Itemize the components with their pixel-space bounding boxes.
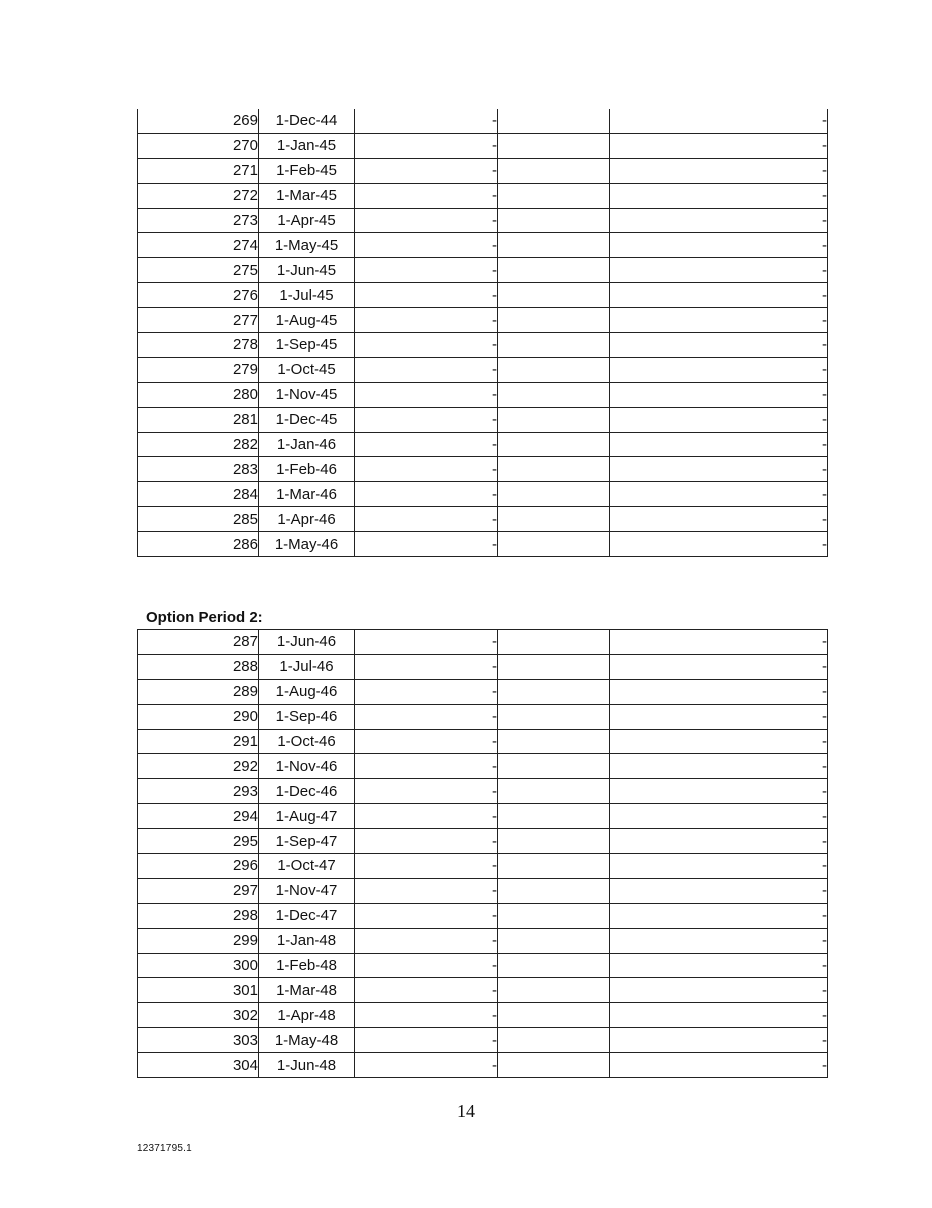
table-row [138, 457, 828, 482]
table-row [138, 903, 828, 928]
row-number-cell: 283 [138, 457, 259, 482]
table-row [138, 953, 828, 978]
amount-cell: - [355, 654, 498, 679]
total-cell: - [610, 532, 828, 557]
date-cell: 1-Feb-48 [259, 953, 355, 978]
blank-cell [498, 1053, 610, 1078]
row-number-cell: 290 [138, 704, 259, 729]
blank-cell [498, 258, 610, 283]
total-cell: - [610, 407, 828, 432]
row-number-cell: 273 [138, 208, 259, 233]
total-cell: - [610, 729, 828, 754]
total-cell: - [610, 928, 828, 953]
row-number-cell: 275 [138, 258, 259, 283]
date-cell: 1-Jun-48 [259, 1053, 355, 1078]
table-row [138, 630, 828, 655]
row-number-cell: 271 [138, 158, 259, 183]
date-cell: 1-Jan-45 [259, 133, 355, 158]
date-cell: 1-Dec-45 [259, 407, 355, 432]
page-number: 14 [457, 1101, 475, 1121]
row-number-cell: 282 [138, 432, 259, 457]
table-row [138, 829, 828, 854]
date-cell: 1-Jan-46 [259, 432, 355, 457]
total-cell: - [610, 457, 828, 482]
total-cell: - [610, 233, 828, 258]
date-cell: 1-Jun-45 [259, 258, 355, 283]
row-number-cell: 296 [138, 854, 259, 879]
total-cell: - [610, 1003, 828, 1028]
row-number-cell: 292 [138, 754, 259, 779]
blank-cell [498, 878, 610, 903]
blank-cell [498, 457, 610, 482]
table-row [138, 729, 828, 754]
table-row [138, 357, 828, 382]
date-cell: 1-Oct-46 [259, 729, 355, 754]
amount-cell: - [355, 630, 498, 655]
document-id: 12371795.1 [137, 1143, 192, 1154]
date-cell: 1-Nov-47 [259, 878, 355, 903]
table-row [138, 679, 828, 704]
date-cell: 1-Sep-47 [259, 829, 355, 854]
date-cell: 1-Oct-47 [259, 854, 355, 879]
table-row [138, 532, 828, 557]
amount-cell: - [355, 729, 498, 754]
date-cell: 1-Jul-46 [259, 654, 355, 679]
amount-cell: - [355, 333, 498, 358]
table-row [138, 432, 828, 457]
row-number-cell: 269 [138, 109, 259, 133]
blank-cell [498, 158, 610, 183]
table-row [138, 308, 828, 333]
row-number-cell: 302 [138, 1003, 259, 1028]
row-number-cell: 303 [138, 1028, 259, 1053]
amount-cell: - [355, 432, 498, 457]
blank-cell [498, 978, 610, 1003]
row-number-cell: 304 [138, 1053, 259, 1078]
row-number-cell: 295 [138, 829, 259, 854]
blank-cell [498, 829, 610, 854]
blank-cell [498, 109, 610, 133]
blank-cell [498, 654, 610, 679]
date-cell: 1-Sep-46 [259, 704, 355, 729]
blank-cell [498, 1003, 610, 1028]
blank-cell [498, 382, 610, 407]
table-row [138, 754, 828, 779]
blank-cell [498, 630, 610, 655]
amount-cell: - [355, 903, 498, 928]
amount-cell: - [355, 532, 498, 557]
amount-cell: - [355, 978, 498, 1003]
amount-cell: - [355, 1003, 498, 1028]
row-number-cell: 279 [138, 357, 259, 382]
blank-cell [498, 854, 610, 879]
total-cell: - [610, 308, 828, 333]
row-number-cell: 272 [138, 183, 259, 208]
date-cell: 1-Aug-47 [259, 804, 355, 829]
payment-schedule-table-body [138, 109, 828, 557]
row-number-cell: 294 [138, 804, 259, 829]
blank-cell [498, 779, 610, 804]
row-number-cell: 300 [138, 953, 259, 978]
row-number-cell: 280 [138, 382, 259, 407]
table-row [138, 333, 828, 358]
table-row [138, 258, 828, 283]
blank-cell [498, 532, 610, 557]
blank-cell [498, 507, 610, 532]
blank-cell [498, 333, 610, 358]
option-period-2-table-body [138, 630, 828, 1078]
total-cell: - [610, 704, 828, 729]
row-number-cell: 270 [138, 133, 259, 158]
blank-cell [498, 183, 610, 208]
total-cell: - [610, 630, 828, 655]
table-row [138, 482, 828, 507]
date-cell: 1-Apr-45 [259, 208, 355, 233]
amount-cell: - [355, 283, 498, 308]
total-cell: - [610, 779, 828, 804]
blank-cell [498, 903, 610, 928]
table-row [138, 382, 828, 407]
blank-cell [498, 432, 610, 457]
table-row [138, 928, 828, 953]
date-cell: 1-May-46 [259, 532, 355, 557]
date-cell: 1-Dec-44 [259, 109, 355, 133]
amount-cell: - [355, 158, 498, 183]
date-cell: 1-Mar-48 [259, 978, 355, 1003]
total-cell: - [610, 357, 828, 382]
total-cell: - [610, 903, 828, 928]
blank-cell [498, 308, 610, 333]
table-row [138, 978, 828, 1003]
total-cell: - [610, 804, 828, 829]
total-cell: - [610, 382, 828, 407]
amount-cell: - [355, 754, 498, 779]
blank-cell [498, 233, 610, 258]
blank-cell [498, 407, 610, 432]
row-number-cell: 278 [138, 333, 259, 358]
amount-cell: - [355, 482, 498, 507]
date-cell: 1-Dec-47 [259, 903, 355, 928]
row-number-cell: 285 [138, 507, 259, 532]
amount-cell: - [355, 507, 498, 532]
date-cell: 1-Aug-45 [259, 308, 355, 333]
amount-cell: - [355, 109, 498, 133]
table-row [138, 507, 828, 532]
amount-cell: - [355, 308, 498, 333]
blank-cell [498, 953, 610, 978]
amount-cell: - [355, 854, 498, 879]
amount-cell: - [355, 457, 498, 482]
amount-cell: - [355, 133, 498, 158]
blank-cell [498, 283, 610, 308]
amount-cell: - [355, 233, 498, 258]
date-cell: 1-May-48 [259, 1028, 355, 1053]
total-cell: - [610, 109, 828, 133]
date-cell: 1-Jan-48 [259, 928, 355, 953]
total-cell: - [610, 283, 828, 308]
date-cell: 1-Mar-46 [259, 482, 355, 507]
table-row [138, 878, 828, 903]
table-row [138, 158, 828, 183]
total-cell: - [610, 208, 828, 233]
date-cell: 1-Apr-46 [259, 507, 355, 532]
table-row [138, 1028, 828, 1053]
row-number-cell: 289 [138, 679, 259, 704]
row-number-cell: 298 [138, 903, 259, 928]
row-number-cell: 286 [138, 532, 259, 557]
total-cell: - [610, 158, 828, 183]
row-number-cell: 291 [138, 729, 259, 754]
total-cell: - [610, 507, 828, 532]
blank-cell [498, 729, 610, 754]
row-number-cell: 288 [138, 654, 259, 679]
table-row [138, 233, 828, 258]
date-cell: 1-May-45 [259, 233, 355, 258]
amount-cell: - [355, 878, 498, 903]
amount-cell: - [355, 829, 498, 854]
amount-cell: - [355, 953, 498, 978]
table-row [138, 1003, 828, 1028]
option-period-2-heading: Option Period 2: [146, 609, 263, 626]
amount-cell: - [355, 258, 498, 283]
amount-cell: - [355, 928, 498, 953]
table-row [138, 208, 828, 233]
amount-cell: - [355, 704, 498, 729]
amount-cell: - [355, 1053, 498, 1078]
date-cell: 1-Nov-46 [259, 754, 355, 779]
amount-cell: - [355, 779, 498, 804]
date-cell: 1-Apr-48 [259, 1003, 355, 1028]
table-row [138, 1053, 828, 1078]
total-cell: - [610, 333, 828, 358]
total-cell: - [610, 754, 828, 779]
row-number-cell: 301 [138, 978, 259, 1003]
table-row [138, 654, 828, 679]
blank-cell [498, 482, 610, 507]
total-cell: - [610, 183, 828, 208]
payment-schedule-table-continued [137, 109, 828, 557]
blank-cell [498, 804, 610, 829]
blank-cell [498, 357, 610, 382]
total-cell: - [610, 854, 828, 879]
total-cell: - [610, 978, 828, 1003]
blank-cell [498, 133, 610, 158]
date-cell: 1-Dec-46 [259, 779, 355, 804]
date-cell: 1-Feb-45 [259, 158, 355, 183]
total-cell: - [610, 133, 828, 158]
table-row [138, 283, 828, 308]
amount-cell: - [355, 183, 498, 208]
date-cell: 1-Feb-46 [259, 457, 355, 482]
table-row [138, 779, 828, 804]
date-cell: 1-Sep-45 [259, 333, 355, 358]
amount-cell: - [355, 679, 498, 704]
total-cell: - [610, 878, 828, 903]
total-cell: - [610, 1028, 828, 1053]
date-cell: 1-Aug-46 [259, 679, 355, 704]
table-row [138, 183, 828, 208]
total-cell: - [610, 953, 828, 978]
row-number-cell: 274 [138, 233, 259, 258]
table-row [138, 109, 828, 133]
date-cell: 1-Oct-45 [259, 357, 355, 382]
row-number-cell: 284 [138, 482, 259, 507]
total-cell: - [610, 654, 828, 679]
total-cell: - [610, 482, 828, 507]
total-cell: - [610, 829, 828, 854]
date-cell: 1-Jul-45 [259, 283, 355, 308]
row-number-cell: 281 [138, 407, 259, 432]
total-cell: - [610, 432, 828, 457]
table-row [138, 704, 828, 729]
date-cell: 1-Nov-45 [259, 382, 355, 407]
amount-cell: - [355, 407, 498, 432]
blank-cell [498, 754, 610, 779]
blank-cell [498, 928, 610, 953]
blank-cell [498, 679, 610, 704]
table-row [138, 407, 828, 432]
total-cell: - [610, 1053, 828, 1078]
table-row [138, 133, 828, 158]
amount-cell: - [355, 208, 498, 233]
row-number-cell: 293 [138, 779, 259, 804]
row-number-cell: 276 [138, 283, 259, 308]
date-cell: 1-Jun-46 [259, 630, 355, 655]
option-period-2-table [137, 629, 828, 1078]
row-number-cell: 297 [138, 878, 259, 903]
amount-cell: - [355, 1028, 498, 1053]
amount-cell: - [355, 382, 498, 407]
row-number-cell: 299 [138, 928, 259, 953]
total-cell: - [610, 258, 828, 283]
amount-cell: - [355, 357, 498, 382]
amount-cell: - [355, 804, 498, 829]
total-cell: - [610, 679, 828, 704]
blank-cell [498, 1028, 610, 1053]
blank-cell [498, 704, 610, 729]
table-row [138, 804, 828, 829]
row-number-cell: 287 [138, 630, 259, 655]
blank-cell [498, 208, 610, 233]
table-row [138, 854, 828, 879]
row-number-cell: 277 [138, 308, 259, 333]
date-cell: 1-Mar-45 [259, 183, 355, 208]
